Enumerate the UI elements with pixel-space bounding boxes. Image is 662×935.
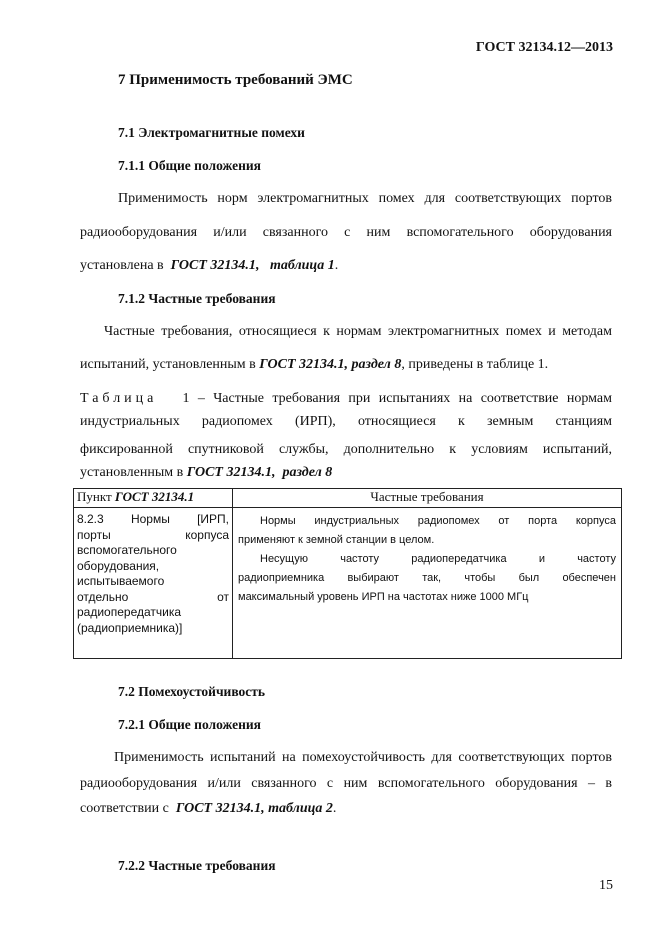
s721-line3-pre: соответствии с [80, 801, 169, 816]
document-id-header: ГОСТ 32134.12—2013 [475, 40, 613, 55]
clause-line: испытываемого [77, 574, 165, 588]
s721-ref: ГОСТ 32134.1 [175, 801, 262, 816]
table-caption-ref: ГОСТ 32134.1 [186, 465, 272, 480]
s712-line2 [80, 357, 548, 373]
s712-line2-pre: испытаний, установленным в [80, 357, 256, 372]
s711-ref-tail: таблица 1 [269, 258, 335, 273]
table-header-row [74, 489, 622, 508]
section-7-1-title: 7.1 Электромагнитные помехи [118, 125, 305, 140]
s721-line2: радиооборудования и/или связанного с ним вспомогательного оборудования – в [80, 776, 612, 791]
table-header-clause [74, 489, 233, 508]
section-7-title: 7 Применимость требований ЭМС [118, 72, 353, 88]
header-clause-pre: Пункт [77, 489, 112, 504]
table-caption-line2: индустриальных радиопомех (ИРП), относящиеся к земным станциям [80, 414, 612, 429]
table-header-requirements: Частные требования [233, 489, 622, 508]
s711-line1: Применимость норм электромагнитных помех для соответствующих портов [118, 191, 612, 206]
clause-cell [74, 508, 233, 659]
clause-line: 8.2.3 Нормы [ИРП, [77, 512, 229, 526]
section-7-1-2-title: 7.1.2 Частные требования [118, 291, 276, 306]
s721-line3-end: . [332, 801, 337, 816]
header-clause-ref: ГОСТ 32134.1 [114, 489, 195, 504]
clause-line: отдельно от [77, 589, 229, 604]
page-number: 15 [599, 878, 613, 893]
clause-line: (радиоприемника)] [77, 620, 183, 635]
table-caption-line4: установленным в ГОСТ 32134.1, раздел 8 [80, 465, 333, 480]
s712-line2-post: , приведены в таблице 1. [401, 357, 549, 372]
s711-ref: ГОСТ 32134.1 [170, 258, 256, 273]
requirement-line: Нормы индустриальных радиопомех от порта корпуса [260, 515, 616, 527]
table-caption-line1-text: 1 – Частные требования при испытаниях на соответствие нормам [182, 391, 612, 406]
requirement-line: Несущую частоту радиопередатчика и частоту [260, 553, 616, 565]
s712-line1: Частные требования, относящиеся к нормам электромагнитных помех и методам [104, 324, 612, 339]
table-caption-line1 [80, 391, 612, 407]
table-caption-label: Таблица [80, 391, 158, 406]
clause-line: оборудования, [77, 558, 160, 573]
table-caption-line4-pre: установленным в [80, 465, 184, 480]
clause-line: радиопередатчика [77, 605, 182, 619]
s721-line3: соответствии с ГОСТ 32134.1, таблица 2. [80, 801, 337, 816]
s711-line3-text: установлена в [80, 258, 164, 273]
section-7-2-1-title: 7.2.1 Общие положения [118, 717, 261, 732]
requirement-line: применяют к земной станции в целом. [238, 534, 435, 546]
s721-line1: Применимость испытаний на помехоустойчивость для соответствующих портов [114, 750, 612, 765]
requirements-cell [233, 508, 622, 659]
table-row [74, 508, 622, 659]
s711-line3: установлена в ГОСТ 32134.1, таблица 1. [80, 258, 339, 273]
clause-line: вспомогательного [77, 543, 177, 557]
section-7-1-1-title: 7.1.1 Общие положения [118, 158, 261, 173]
s712-ref: ГОСТ 32134.1, раздел 8 [259, 357, 402, 372]
requirement-line: радиоприемника выбирают так, чтобы был обеспечен [238, 572, 616, 584]
requirement-line: максимальный уровень ИРП на частотах ниже 1000 МГц [238, 591, 529, 603]
s721-ref-tail: таблица 2 [268, 801, 333, 816]
requirements-table [73, 488, 622, 659]
table-caption-line3: фиксированной спутниковой службы, дополнительно к условиям испытаний, [80, 442, 612, 457]
table-caption-ref-tail: раздел 8 [282, 465, 333, 480]
section-7-2-title: 7.2 Помехоустойчивость [118, 684, 266, 699]
section-7-2-2-title: 7.2.2 Частные требования [118, 858, 276, 873]
clause-line: порты корпуса [77, 527, 229, 542]
s711-line3-end: . [334, 258, 339, 273]
s711-line2: радиооборудования и/или связанного с ним вспомогательного оборудования [80, 225, 612, 240]
